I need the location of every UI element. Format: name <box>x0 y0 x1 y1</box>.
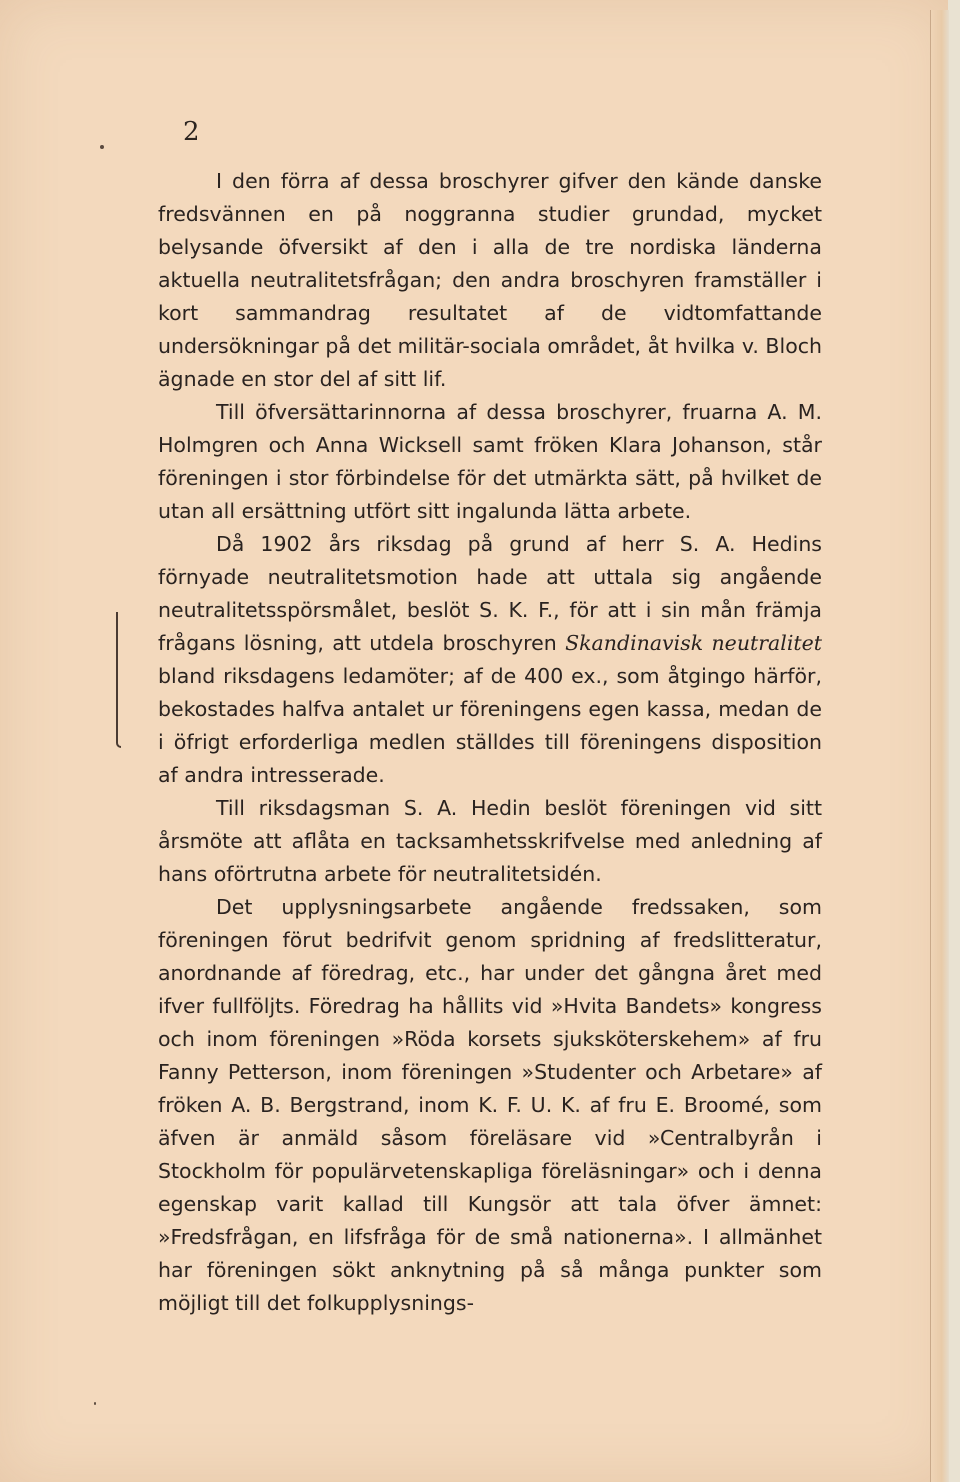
paragraph-text: Till öfversättarinnorna af dessa broschyrer, fruarna A. M. Holmgren och Anna Wicksell samt fröken Klara Johanson, står föreningen i stor förbindelse för det utmärkta sätt, på hvilket de utan all ersättning utfört sitt ingalunda lätta arbete. <box>158 400 822 523</box>
paragraph-text: I den förra af dessa broschyrer gifver den kände danske fredsvännen en på noggranna studier grundad, mycket belysande öfversikt af den i alla de tre nordiska länderna aktuella neutralitetsfrågan; den andra broschyren framställer i kort sammandrag resultatet af de vidtomfattande undersökningar på det militär-sociala området, åt hvilka v. Bloch ägnade en stor del af sitt lif. <box>158 169 822 391</box>
page-number: 2 <box>183 117 200 147</box>
book-title-italic: Skandinavisk neutralitet <box>565 631 822 655</box>
paragraph-2 <box>158 396 822 528</box>
paragraph-3 <box>158 528 822 792</box>
paragraph-5 <box>158 891 822 1320</box>
margin-pencil-mark <box>116 612 121 748</box>
paragraph-text: Det upplysningsarbete angående fredssaken, som föreningen förut bedrifvit genom spridning af fredslitteratur, anordnande af föredrag, etc., har under det gångna året med ifver fullföljts. Föredrag ha hållits vid »Hvita Bandets» kongress och inom föreningen »Röda korsets sjuksköterskehem» af fru Fanny Petterson, inom föreningen »Studenter och Arbetare» af fröken A. B. Bergstrand, inom K. F. U. K. af fru E. Broomé, som äfven är anmäld såsom föreläsare vid »Centralbyrån i Stockholm för populärvetenskapliga föreläsningar» och i denna egenskap varit kallad till Kungsör att tala öfver ämnet: »Fredsfrågan, en lifsfråga för de små nationerna». I allmänhet har föreningen sökt anknytning på så många punkter som möjligt till det folkupplysnings- <box>158 895 822 1315</box>
ink-speck <box>94 1402 96 1405</box>
body-text <box>158 165 822 1320</box>
page-edge <box>930 10 949 1482</box>
paragraph-1 <box>158 165 822 396</box>
paragraph-text: Då 1902 års riksdag på grund af herr S. A. Hedins förnyade neutralitetsmotion hade att uttala sig angående neutralitetsspörsmålet, beslöt S. K. F., för att i sin mån främja frågans lösning, att utdela broschyren <box>158 532 822 655</box>
ink-speck <box>100 145 104 149</box>
paragraph-4 <box>158 792 822 891</box>
paragraph-text: Till riksdagsman S. A. Hedin beslöt föreningen vid sitt årsmöte att aflåta en tacksamhetsskrifvelse med anledning af hans oförtrutna arbete för neutralitetsidén. <box>158 796 822 886</box>
paragraph-text-continued: bland riksdagens ledamöter; af de 400 ex., som åtgingo härför, bekostades halfva antalet ur föreningens egen kassa, medan de i öfrigt erforderliga medlen ställdes till föreningens disposition af andra intresserade. <box>158 664 822 787</box>
